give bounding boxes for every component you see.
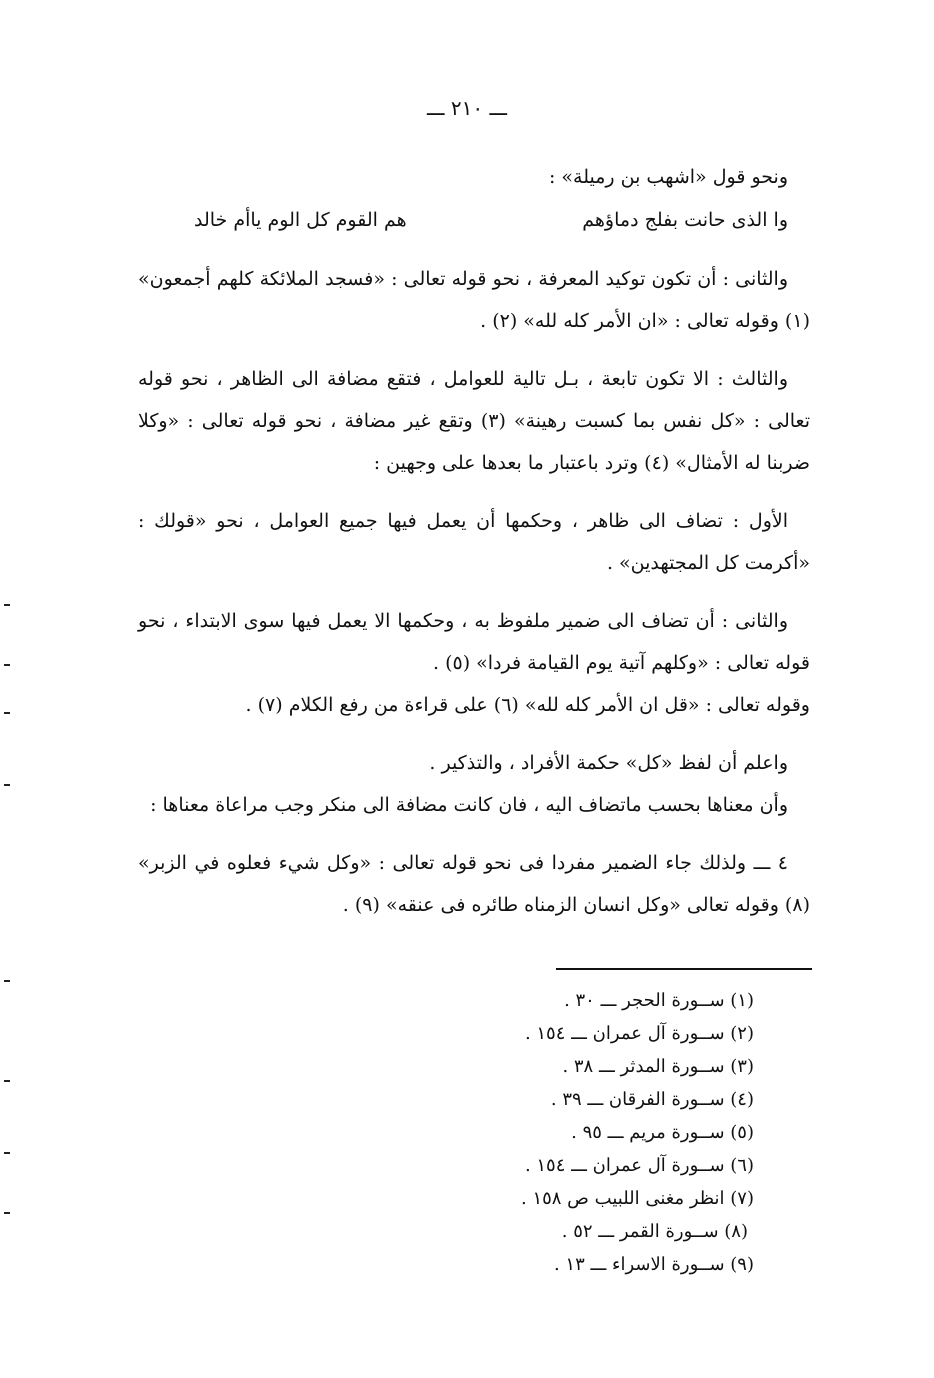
intro-line: ونحو قول «اشهب بن رميلة» : xyxy=(548,166,788,188)
footnote-2: (٢) ســورة آل عمران ـــ ١٥٤ . xyxy=(524,1023,754,1044)
footnote-7: (٧) انظر مغنى اللبيب ص ١٥٨ . xyxy=(520,1188,754,1209)
main-text xyxy=(138,156,810,926)
paragraph-third-use: والثالث : الا تكون تابعة ، بـل تالية للعوامل ، فتقع مضافة الى الظاهر ، نحو قوله تعالى : «كل نفس بما كسبت رهينة» (٣) وتقع غير مضافة ، نحو قوله تعالى : «وكلا ضربنا له الأمثال» (٤) وترد باعتبار ما بعدها على وجهين : xyxy=(138,368,810,474)
paragraph-second-case: والثانى : أن تضاف الى ضمير ملفوظ به ، وحكمها الا يعمل فيها سوى الابتداء ، نحو قوله تعالى : «وكلهم آتية يوم القيامة فردا» (٥) . xyxy=(138,610,810,674)
page-number: ـــ ٢١٠ ـــ xyxy=(426,96,508,120)
paragraph-numbered-4: ٤ ـــ ولذلك جاء الضمير مفردا فى نحو قوله تعالى : «وكل شيء فعلوه في الزبر» (٨) وقوله تعالى «وكل انسان الزمناه طائره فى عنقه» (٩) . xyxy=(138,852,810,916)
scan-mark xyxy=(4,604,10,606)
footnote-8: (٨) ســورة القمر ـــ ٥٢ . xyxy=(561,1221,748,1242)
paragraph-first-case: الأول : تضاف الى ظاهر ، وحكمها أن يعمل فيها جميع العوامل ، نحو «قولك : «أكرمت كل المجتهدين» . xyxy=(138,510,810,574)
scan-mark xyxy=(4,664,10,666)
verse-second-hemistich: هم القوم كل الوم ياأم خالد xyxy=(194,209,407,231)
paragraph-meaning: وأن معناها بحسب ماتضاف اليه ، فان كانت مضافة الى منكر وجب مراعاة معناها : xyxy=(150,794,788,816)
scan-mark xyxy=(4,784,10,786)
footnote-5: (٥) ســورة مريم ـــ ٩٥ . xyxy=(571,1122,754,1143)
scan-mark xyxy=(4,1152,10,1154)
footnote-3: (٣) ســورة المدثر ـــ ٣٨ . xyxy=(562,1056,754,1077)
scan-mark xyxy=(4,1080,10,1082)
paragraph-lafz-kull: واعلم أن لفظ «كل» حكمة الأفراد ، والتذكير . xyxy=(429,752,788,774)
scan-mark xyxy=(4,712,10,714)
footnote-4: (٤) ســورة الفرقان ـــ ٣٩ . xyxy=(550,1089,754,1110)
footnote-9: (٩) ســورة الاسراء ـــ ١٣ . xyxy=(553,1254,754,1275)
footnotes xyxy=(400,984,754,1281)
footnote-6: (٦) ســورة آل عمران ـــ ١٥٤ . xyxy=(524,1155,754,1176)
poetry-verse xyxy=(138,198,810,242)
paragraph-second-use: والثانى : أن تكون توكيد المعرفة ، نحو قوله تعالى : «فسجد الملائكة كلهم أجمعون» (١) وقوله تعالى : «ان الأمر كله لله» (٢) . xyxy=(138,268,810,332)
paragraph-verse-quote: وقوله تعالى : «قل ان الأمر كله لله» (٦) على قراءة من رفع الكلام (٧) . xyxy=(245,694,810,716)
footnote-divider xyxy=(556,968,812,970)
verse-first-hemistich: وا الذى حانت بفلج دماؤهم xyxy=(582,209,788,231)
scan-mark xyxy=(4,980,10,982)
footnote-1: (١) ســورة الحجر ـــ ٣٠ . xyxy=(564,990,754,1011)
scan-mark xyxy=(4,1212,10,1214)
